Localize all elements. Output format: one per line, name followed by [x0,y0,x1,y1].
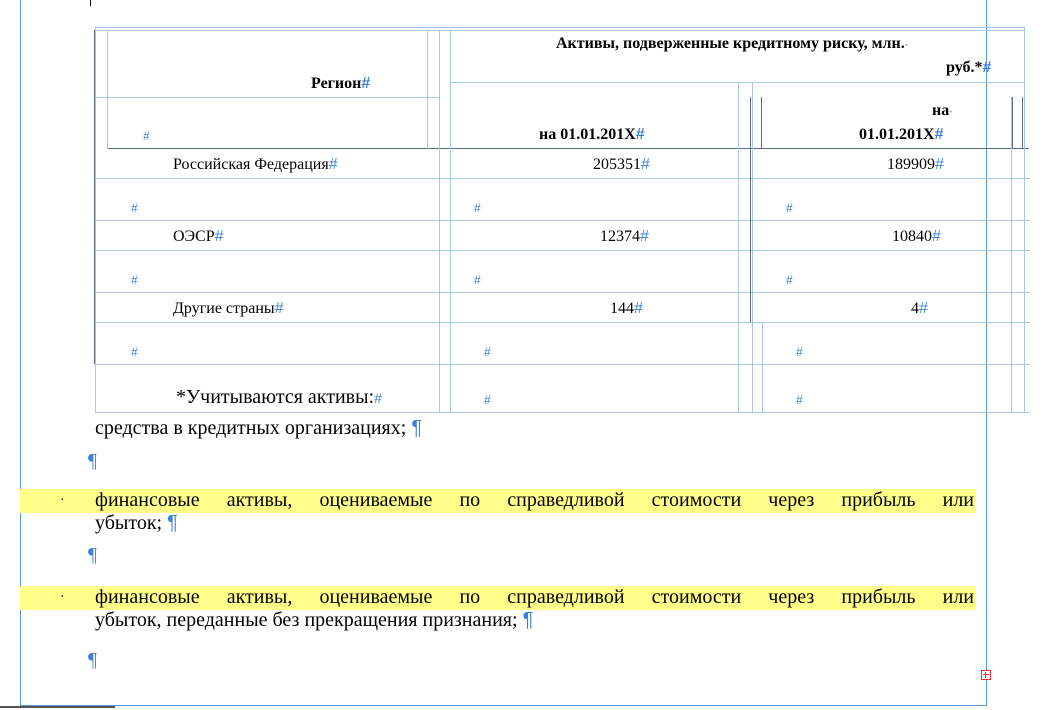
table-footnote: *Учитываются активы:# [176,386,382,408]
empty-paragraph-mark: ¶ [88,450,98,472]
row-oecd-value-1: 12374# [600,228,649,245]
bullet-1-line-2: убыток; ¶ [95,512,178,534]
cell-end-mark: # [786,273,793,287]
cell-end-mark: # [143,129,150,143]
row-rf-value-2: 189909# [887,156,944,173]
cell-end-mark: # [474,273,481,287]
page-shadow-edge [0,706,115,708]
bullet-1-marker: · [60,493,65,508]
cell-end-mark: # [786,201,793,215]
header-date-col2-line2: 01.01.201X# [859,126,944,143]
page-margin-right [986,0,987,706]
row-region-rf: Российская Федерация# [173,156,338,173]
row-rf-value-1: 205351# [593,156,650,173]
cell-end-mark: # [131,201,138,215]
header-date-col1: на 01.01.201X# [539,126,645,143]
cell-end-mark: # [484,393,491,407]
bullet-2-line-1: финансовые активы, оцениваемые по справедливой стоимости через прибыль или [95,586,974,608]
bullet-1-line-1: финансовые активы, оцениваемые по справедливой стоимости через прибыль или [95,489,974,511]
header-assets-line1: Активы, подверженные кредитному риску, млн.· [556,35,909,52]
empty-paragraph-mark: ¶ [88,649,98,671]
row-oecd-value-2: 10840# [892,228,941,245]
bullet-2-marker: · [60,590,65,605]
cell-end-mark: # [131,273,138,287]
row-region-oecd: ОЭСР# [173,228,224,245]
paragraph-credit-institutions: средства в кредитных организациях; ¶ [95,417,423,439]
row-other-value-1: 144# [610,300,643,317]
page-margin-bottom [20,705,987,706]
cell-end-mark: # [796,345,803,359]
row-other-value-2: 4# [911,300,928,317]
header-assets-line2: руб.*# [946,59,992,76]
header-date-col2-line1: на· [932,102,953,119]
cell-end-mark: # [474,201,481,215]
bullet-2-line-2: убыток, переданные без прекращения признания; ¶ [95,609,534,631]
header-region: Регион# [311,75,371,92]
cell-end-mark: # [796,393,803,407]
cell-end-mark: # [484,345,491,359]
row-region-other: Другие страны# [173,300,284,317]
text-overflow-icon[interactable] [981,670,991,680]
text-cursor-top [90,0,91,6]
empty-paragraph-mark: ¶ [88,544,98,566]
cell-end-mark: # [131,345,138,359]
